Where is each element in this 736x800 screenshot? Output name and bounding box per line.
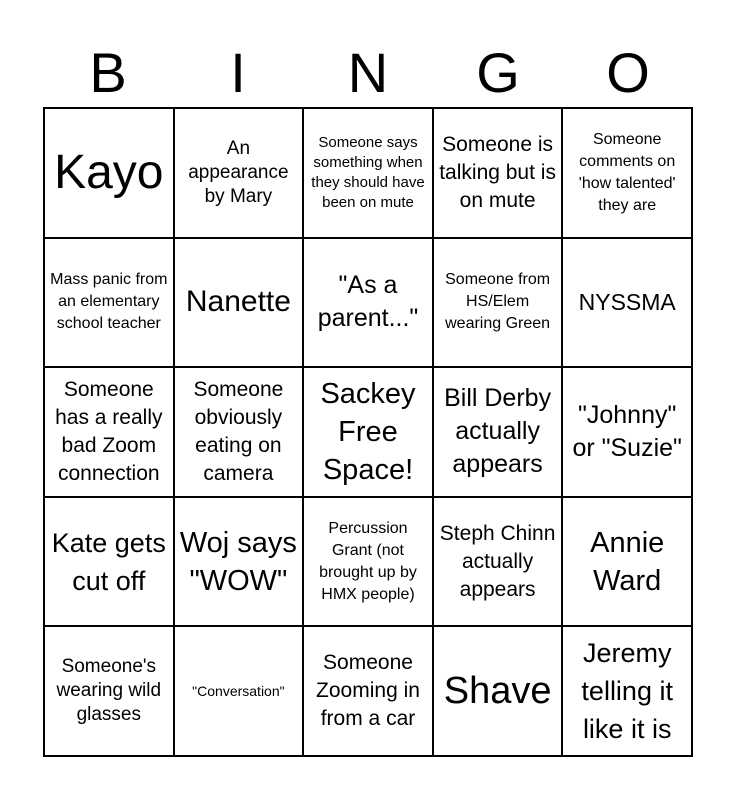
header-letter-n: N — [347, 41, 389, 104]
bingo-cell[interactable] — [562, 497, 692, 627]
bingo-cell[interactable] — [174, 626, 304, 756]
bingo-cell[interactable] — [303, 108, 433, 238]
bingo-cell[interactable] — [562, 108, 692, 238]
cell-text: Shave — [443, 670, 552, 713]
bingo-cell[interactable] — [44, 238, 174, 368]
bingo-header — [43, 40, 693, 106]
cell-text: "Conversation" — [192, 683, 285, 700]
bingo-cell free-space[interactable] — [303, 367, 433, 497]
bingo-cell[interactable] — [562, 238, 692, 368]
cell-text: Mass panic from an elementary school teacher — [50, 271, 168, 333]
header-letter-o: O — [606, 41, 650, 104]
cell-text: Someone comments on 'how talented' they are — [578, 130, 676, 214]
bingo-cell[interactable] — [174, 497, 304, 627]
bingo-cell[interactable] — [562, 626, 692, 756]
cell-text: Kate gets cut off — [51, 527, 166, 596]
header-letter-g: G — [476, 41, 520, 104]
cell-text: Sackey Free Space! — [320, 377, 416, 486]
bingo-cell[interactable] — [433, 108, 563, 238]
cell-text: Someone says something when they should have been on mute — [311, 133, 425, 211]
bingo-cell[interactable] — [303, 497, 433, 627]
cell-text: Bill Derby actually appears — [444, 384, 552, 479]
bingo-cell[interactable] — [44, 108, 174, 238]
bingo-cell[interactable] — [44, 497, 174, 627]
cell-text: "As a parent..." — [317, 271, 419, 333]
bingo-cell[interactable] — [174, 238, 304, 368]
cell-text: NYSSMA — [578, 289, 676, 316]
bingo-cell[interactable] — [44, 367, 174, 497]
bingo-cell[interactable] — [562, 367, 692, 497]
cell-text: Woj says "WOW" — [179, 526, 297, 597]
cell-text: Steph Chinn actually appears — [439, 521, 556, 601]
header-letter-i: I — [230, 41, 246, 104]
bingo-cell[interactable] — [433, 238, 563, 368]
cell-text: "Johnny" or "Suzie" — [572, 400, 682, 462]
bingo-cell[interactable] — [303, 626, 433, 756]
cell-text: Someone is talking but is on mute — [439, 132, 556, 212]
cell-text: Someone Zooming in from a car — [316, 651, 420, 731]
bingo-grid — [43, 107, 693, 757]
cell-text: Someone's wearing wild glasses — [56, 656, 162, 726]
bingo-cell[interactable] — [433, 497, 563, 627]
bingo-cell[interactable] — [433, 626, 563, 756]
cell-text: Jeremy telling it like it is — [581, 638, 673, 745]
cell-text: Someone from HS/Elem wearing Green — [445, 271, 551, 333]
cell-text: Someone has a really bad Zoom connection — [55, 377, 163, 485]
bingo-cell[interactable] — [433, 367, 563, 497]
cell-text: Percussion Grant (not brought up by HMX people) — [319, 519, 417, 603]
cell-text: Kayo — [54, 145, 164, 199]
bingo-cell[interactable] — [303, 238, 433, 368]
header-letter-b: B — [89, 41, 127, 104]
cell-text: Someone obviously eating on camera — [193, 377, 284, 485]
cell-text: An appearance by Mary — [188, 137, 289, 207]
bingo-cell[interactable] — [44, 626, 174, 756]
cell-text: Annie Ward — [590, 526, 665, 597]
cell-text: Nanette — [185, 285, 291, 319]
bingo-cell[interactable] — [174, 108, 304, 238]
bingo-cell[interactable] — [174, 367, 304, 497]
